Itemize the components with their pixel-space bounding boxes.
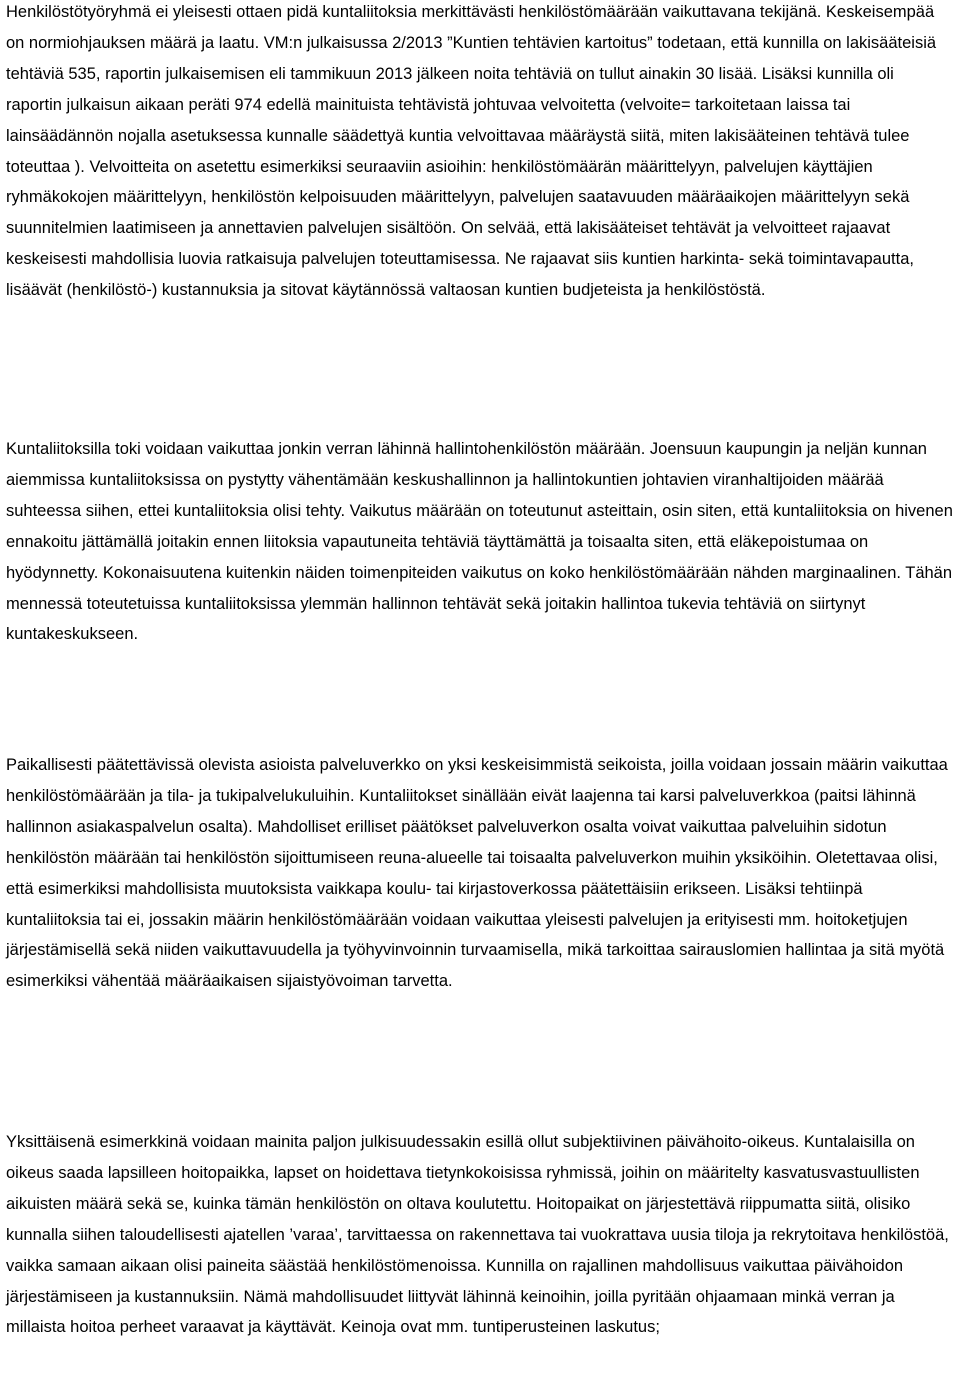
paragraph-staffing-norms: Henkilöstötyöryhmä ei yleisesti ottaen pidä kuntaliitoksia merkittävästi henkilöstömäärään vaikuttavana tekijänä. Keskeisempää on normiohjauksen määrä ja laatu. VM:n julkaisussa 2/2013 ”Kuntien tehtävien kartoitus” todetaan, että kunnilla on lakisääteisiä tehtäviä 535, raportin julkaisemisen eli tammikuun 2013 jälkeen noita tehtäviä on tullut ainakin 30 lisää. Lisäksi kunnilla oli raportin julkaisun aikaan peräti 974 edellä mainituista tehtävistä johtuvaa velvoitetta (velvoite= tarkoitetaan laissa tai lainsäädännön nojalla asetuksessa kunnalle säädettyä kuntia velvoittavaa määräystä siitä, miten lakisääteinen tehtävä tulee toteuttaa ). Velvoitteita on asetettu esimerkiksi seuraaviin asioihin: henkilöstömäärän määrittelyyn, palvelujen käyttäjien ryhmäkokojen määrittelyyn, henkilöstön kelpoisuuden määrittelyyn, palvelujen saatavuuden määräaikojen määrittelyyn sekä suunnitelmien laatimiseen ja annettavien palvelujen sisältöön. On selvää, että lakisääteiset tehtävät ja velvoitteet rajaavat keskeisesti mahdollisia luovia ratkaisuja palvelujen toteuttamisessa. Ne rajaavat siis kuntien harkinta- sekä toimintavapautta, lisäävät (henkilöstö-) kustannuksia ja sitovat käytännössä valtaosan kuntien budjeteista ja henkilöstöstä. xyxy=(6,3,937,300)
paragraph-daycare-example: Yksittäisenä esimerkkinä voidaan mainita paljon julkisuudessakin esillä ollut subjektiivinen päivähoito-oikeus. Kuntalaisilla on oikeus saada lapsilleen hoitopaikka, lapset on hoidettava tietynkokoisissa ryhmissä, joihin on määritelty kasvatusvastuullisten aikuisten määrä sekä se, kuinka tämän henkilöstön on oltava koulutettu. Hoitopaikat on järjestettävä riippumatta siitä, olisiko kunnalla siihen taloudellisesti ajatellen ’varaa’, tarvittaessa on rakennettava tai vuokrattava uusia tiloja ja rekrytoitava henkilöstöä, vaikka samaan aikaan olisi paineita säästää henkilöstömenoissa. Kunnilla on rajallinen mahdollisuus vaikuttaa päivähoidon järjestämiseen ja kustannuksiin. Nämä mahdollisuudet liittyvät lähinnä keinoihin, joilla pyritään ohjaamaan minkä verran ja millaista hoitoa perheet varaavat ja käyttävät. Keinoja ovat mm. tuntiperusteinen laskutus; xyxy=(6,1133,949,1337)
paragraph-municipal-mergers: Kuntaliitoksilla toki voidaan vaikuttaa jonkin verran lähinnä hallintohenkilöstön määrään. Joensuun kaupungin ja neljän kunnan aiemmissa kuntaliitoksissa on pystytty vähentämään keskushallinnon ja hallintokuntien johtavien viranhaltijoiden määrää suhteessa siihen, ettei kuntaliitoksia olisi tehty. Vaikutus määrään on toteutunut asteittain, osin siten, että kuntaliitoksia on hivenen ennakoitu jättämällä joitakin ennen liitoksia vapautuneita tehtäviä täyttämättä ja toisaalta siten, että eläkepoistumaa on hyödynnetty. Kokonaisuutena kuitenkin näiden toimenpiteiden vaikutus on koko henkilöstömäärään nähden marginaalinen. Tähän mennessä toteutetuissa kuntaliitoksissa ylemmän hallinnon tehtävät sekä joitakin hallintoa tukevia tehtäviä on siirtynyt kuntakeskukseen. xyxy=(6,440,953,644)
paragraph-service-network: Paikallisesti päätettävissä olevista asioista palveluverkko on yksi keskeisimmistä seikoista, joilla voidaan jossain määrin vaikuttaa henkilöstömäärään ja tila- ja tukipalvelukuluihin. Kuntaliitokset sinällään eivät laajenna tai karsi palveluverkkoa (paitsi lähinnä hallinnon asiakaspalvelun osalta). Mahdolliset erilliset päätökset palveluverkon osalta voivat vaikuttaa palveluihin sidotun henkilöstön määrään tai henkilöstön sijoittumiseen reuna-alueelle tai toisaalta palveluverkon muihin yksiköihin. Oletettavaa olisi, että esimerkiksi mahdollisista muutoksista vaikkapa koulu- tai kirjastoverkossa päätettäisiin erikseen. Lisäksi tehtiinpä kuntaliitoksia tai ei, jossakin määrin henkilöstömäärään voidaan vaikuttaa yleisesti palvelujen ja erityisesti mm. hoitoketjujen järjestämisellä sekä niiden vaikuttavuudella ja työhyvinvoinnin turvaamisella, mikä tarkoittaa sairauslomien hallintaa ja sitä myötä esimerkiksi vähentää määräaikaisen sijaistyövoiman tarvetta. xyxy=(6,756,948,991)
